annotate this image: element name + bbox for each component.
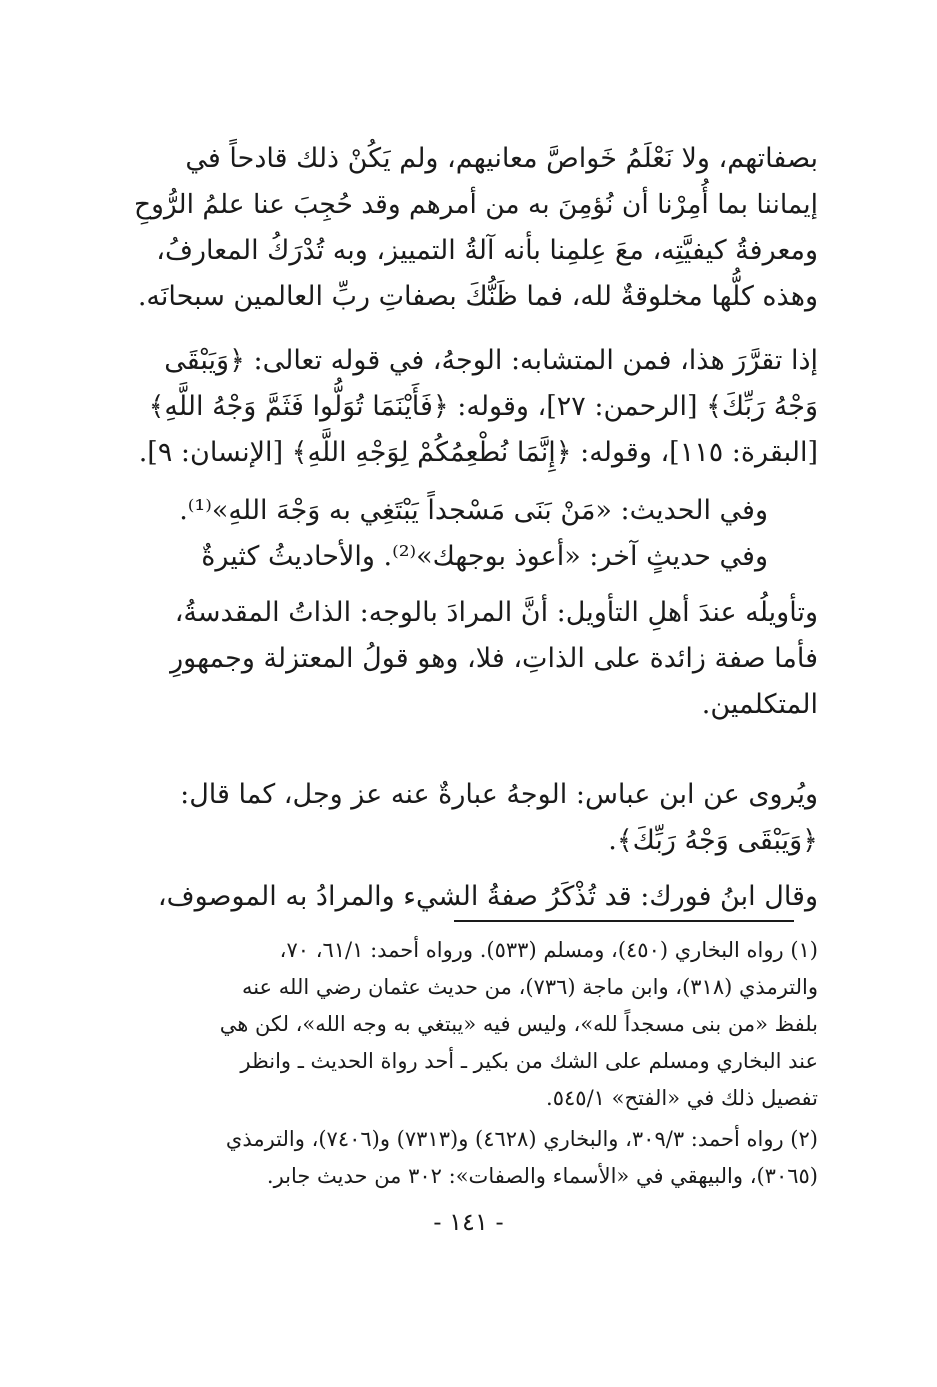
paragraph-1 [128, 136, 818, 320]
footnote-line: بلفظ «من بنى مسجداً لله»، وليس فيه «يبتغي به وجه الله»، لكن هي [219, 1012, 818, 1036]
paragraph-6 [128, 874, 818, 920]
footnote-1 [128, 932, 818, 1117]
paragraph-5 [128, 772, 818, 864]
text-line: إذا تقرَّرَ هذا، فمن المتشابه: الوجهُ، في قوله تعالى: ﴿وَيَبْقَى [164, 345, 818, 376]
footnotes [128, 932, 818, 1195]
text-line: إيماننا بما أُمِرْنا أن نُؤمِنَ به من أمرهم وقد حُجِبَ عنا علمُ الرُّوحِ [133, 189, 818, 220]
text-line: ﴿وَيَبْقَى وَجْهُ رَبِّكَ﴾. [608, 825, 818, 856]
text-line: [البقرة: ١١٥]، وقوله: ﴿إِنَّمَا نُطْعِمُكُمْ لِوَجْهِ اللَّهِ﴾ [الإنسان: ٩]. [138, 437, 818, 468]
footnote-separator [454, 920, 794, 922]
text-line: وهذه كلُّها مخلوقةٌ لله، فما ظَنُّكَ بصفاتِ ربِّ العالمين سبحانَه. [137, 281, 818, 312]
text-line: ويُروى عن ابن عباس: الوجهُ عبارةٌ عنه عز وجل، كما قال: [180, 779, 818, 810]
footnote-line: (٣٠٦٥)، والبيهقي في «الأسماء والصفات»: ٣٠٢ من حديث جابر. [266, 1164, 818, 1188]
footnote-line: تفصيل ذلك في «الفتح» ٥٤٥/١. [546, 1086, 818, 1110]
footnote-line: (١) رواه البخاري (٤٥٠)، ومسلم (٥٣٣). ورواه أحمد: ٦١/١، ٧٠، [279, 938, 818, 962]
footnote-line: عند البخاري ومسلم على الشك من بكير ـ أحد رواة الحديث ـ وانظر [240, 1049, 818, 1073]
footnote-line: والترمذي (٣١٨)، وابن ماجة (٧٣٦)، من حديث عثمان رضي الله عنه [241, 975, 818, 999]
text-line: وتأويلُه عندَ أهلِ التأويل: أنَّ المرادَ بالوجه: الذاتُ المقدسةُ، [174, 597, 818, 628]
paragraph-2 [128, 338, 818, 476]
text-line: وفي حديثٍ آخر: «أعوذ بوجهك»⁽²⁾. والأحاديثُ كثيرةٌ [201, 541, 768, 572]
footnote-2 [128, 1121, 818, 1195]
text-line: بصفاتهم، ولا نَعْلَمُ خَواصَّ معانيهم، ولم يَكُنْ ذلك قادحاً في [185, 143, 818, 174]
text-line: وقال ابنُ فورك: قد تُذْكَرُ صفةُ الشيء والمرادُ به الموصوف، [157, 881, 818, 912]
text-line: فأما صفة زائدة على الذاتِ، فلا، وهو قولُ المعتزلة وجمهورِ [170, 643, 818, 674]
text-line: وَجْهُ رَبِّكَ﴾ [الرحمن: ٢٧]، وقوله: ﴿فَأَيْنَمَا تُوَلُّوا فَثَمَّ وَجْهُ اللَّهِ﴾ [148, 391, 818, 422]
footnote-line: (٢) رواه أحمد: ٣٠٩/٣، والبخاري (٤٦٢٨) و(٧٣١٣) و(٧٤٠٦)، والترمذي [225, 1127, 818, 1151]
page-number: - ١٤١ - [433, 1208, 504, 1236]
text-line: المتكلمين. [701, 689, 818, 720]
text-line: ومعرفةُ كيفيَّتِه، معَ عِلمِنا بأنه آلةُ التمييز، وبه تُدْرَكُ المعارفُ، [156, 235, 818, 266]
paragraph-3 [128, 488, 768, 580]
text-line: وفي الحديث: «مَنْ بَنَى مَسْجداً يَبْتَغِي به وَجْهَ اللهِ»⁽¹⁾. [179, 495, 768, 526]
paragraph-4 [128, 590, 818, 728]
